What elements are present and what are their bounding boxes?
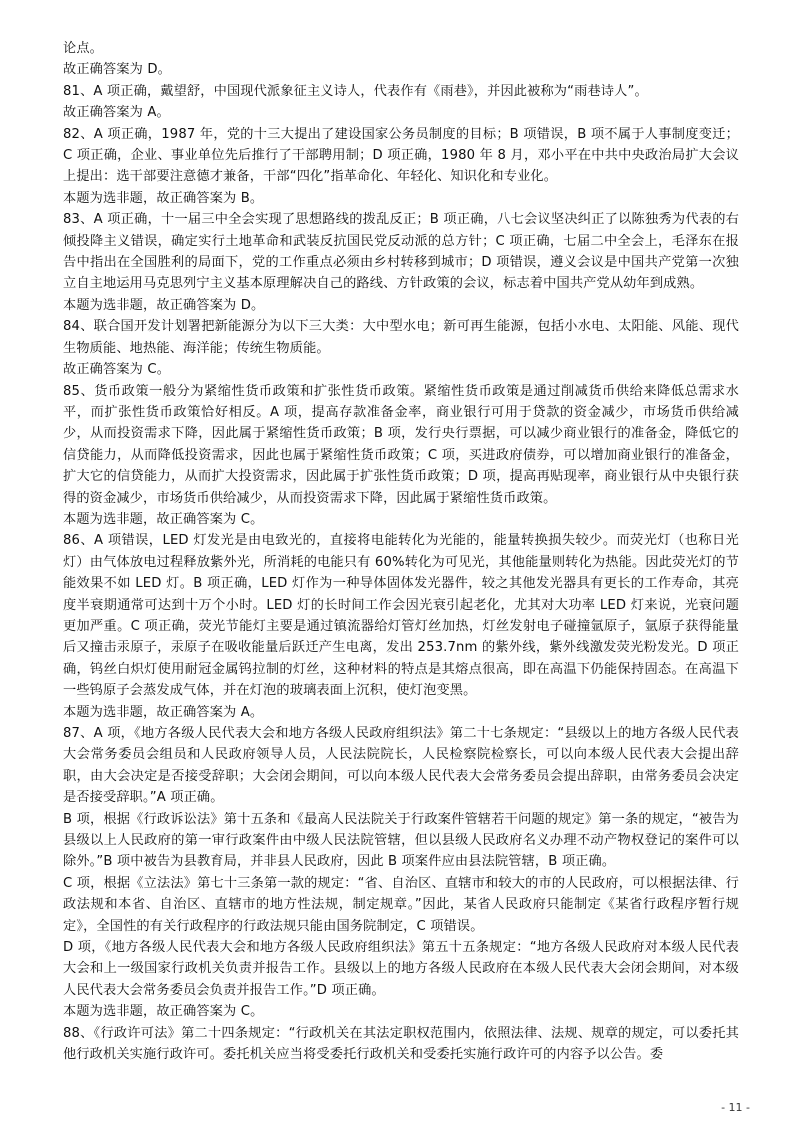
paragraph-q84: 84、联合国开发计划署把新能源分为以下三大类：大中型水电；新可再生能源，包括小水电、太阳能、风能、现代生物质能、地热能、海洋能；传统生物质能。 — [63, 319, 739, 356]
paragraph-q85: 85、货币政策一般分为紧缩性货币政策和扩张性货币政策。紧缩性货币政策是通过削减货币供给来降低总需求水平，而扩张性货币政策恰好相反。A 项，提高存款准备金率，商业银行可用于贷款的资金减少，市场货币供给减少，从而投资需求下降，因此属于紧缩性货币政策；B 项，发行央行票据，可以减少商业银行的准备金，降低它的信贷能力，从而降低投资需求，因此也属于紧缩性货币政策；C 项，买进政府债券，可以增加商业银行的准备金，扩大它的信贷能力，从而扩大投资需求，因此属于扩张性货币政策；D 项，提高再贴现率，商业银行从中央银行获得的资金减少，市场货币供给减少，从而投资需求下降，因此属于紧缩性货币政策。 — [63, 383, 739, 506]
paragraph-q81: 81、A 项正确，戴望舒，中国现代派象征主义诗人，代表作有《雨巷》，并因此被称为“雨巷诗人”。 — [63, 83, 648, 99]
paragraph-q88: 88、《行政许可法》第二十四条规定：“行政机关在其法定职权范围内，依照法律、法规、规章的规定，可以委托其他行政机关实施行政许可。委托机关应当将受委托行政机关和受委托实施行政许可的内容予以公告。委 — [63, 1025, 739, 1063]
paragraph-q82: 82、A 项正确，1987 年，党的十三大提出了建设国家公务员制度的目标；B 项错误，B 项不属于人事制度变迁；C 项正确，企业、事业单位先后推行了干部聘用制；D 项正确，1980 年 8 月，邓小平在中共中央政治局扩大会议上提出：选干部要注意德才兼备，干部“四化”指革命化、年轻化、知识化和专业化。 — [63, 126, 739, 185]
answer-line: 故正确答案为 D。 — [63, 62, 172, 78]
paragraph-q87-c: C 项，根据《立法法》第七十三条第一款的规定：“省、自治区、直辖市和较大的市的人民政府，可以根据法律、行政法规和本省、自治区、直辖市的地方性法规，制定规章。”因此，某省人民政府只能制定《某省行政程序暂行规定》，全国性的有关行政程序的行政法规只能由国务院制定，C 项错误。 — [63, 875, 739, 934]
paragraph-q87-b: B 项，根据《行政诉讼法》第十五条和《最高人民法院关于行政案件管辖若干问题的规定》第一条的规定，“被告为县级以上人民政府的第一审行政案件由中级人民法院管辖，但以县级人民政府名义办理不动产物权登记的案件可以除外。”B 项中被告为县教育局，并非县人民政府，因此 B 项案件应由县法院管辖，B 项正确。 — [63, 811, 739, 870]
paragraph: 论点。 — [63, 41, 104, 56]
page-number: - 11 - — [721, 1101, 750, 1114]
answer-line: 故正确答案为 A。 — [63, 105, 170, 121]
paragraph-q86: 86、A 项错误，LED 灯发光是由电致光的，直接将电能转化为光能的，能量转换损失较少。而荧光灯（也称日光灯）由气体放电过程释放紫外光，所消耗的电能只有 60%转化为可见光，其他能量则转化为热能。因此荧光灯的节能效果不如 LED 灯。B 项正确，LED 灯作为一种导体固体发光器件，较之其他发光器具有更长的工作寿命，其亮度半衰期通常可达到十万个小时。LED 灯的长时间工作会因光衰引起老化，尤其对大功率 LED 灯来说，光衰问题更加严重。C 项正确，荧光节能灯主要是通过镇流器给灯管灯丝加热，灯丝发射电子碰撞氩原子，氩原子获得能量后又撞击汞原子，汞原子在吸收能量后跃迁产生电离，发出 253.7nm 的紫外线，紫外线激发荧光粉发光。D 项正确，钨丝白炽灯使用耐冠金属钨拉制的灯丝，这种材料的特点是其熔点很高，即在高温下仍能保持固态。在高温下一些钨原子会蒸发成气体，并在灯泡的玻璃表面上沉积，使灯泡变黑。 — [63, 533, 739, 699]
document-body — [63, 38, 739, 1066]
paragraph-q87-d: D 项，《地方各级人民代表大会和地方各级人民政府组织法》第五十五条规定：“地方各级人民政府对本级人民代表大会和上一级国家行政机关负责并报告工作。县级以上的地方各级人民政府在本级人民代表大会闭会期间，对本级人民代表大会常务委员会负责并报告工作。”D 项正确。 — [63, 940, 739, 998]
answer-line: 本题为选非题，故正确答案为 A。 — [63, 704, 264, 720]
answer-line: 本题为选非题，故正确答案为 C。 — [63, 511, 264, 527]
answer-line: 本题为选非题，故正确答案为 B。 — [63, 190, 264, 206]
answer-line: 本题为选非题，故正确答案为 C。 — [63, 1004, 264, 1020]
answer-line: 故正确答案为 C。 — [63, 362, 171, 378]
answer-line: 本题为选非题，故正确答案为 D。 — [63, 297, 265, 313]
paragraph-q87-a: 87、A 项，《地方各级人民代表大会和地方各级人民政府组织法》第二十七条规定：“县级以上的地方各级人民代表大会常务委员会组员和人民政府领导人员，人民法院院长，人民检察院检察长，可以向本级人民代表大会提出辞职，由大会决定是否接受辞职；大会闭会期间，可以向本级人民代表大会常务委员会提出辞职，由常务委员会决定是否接受辞职。”A 项正确。 — [63, 726, 739, 806]
paragraph-q83: 83、A 项正确，十一届三中全会实现了思想路线的拨乱反正；B 项正确，八七会议坚决纠正了以陈独秀为代表的右倾投降主义错误，确定实行土地革命和武装反抗国民党反动派的总方针；C 项正确，七届二中全会上，毛泽东在报告中指出在全国胜利的局面下，党的工作重点必须由乡村转移到城市；D 项错误，遵义会议是中国共产党第一次独立自主地运用马克思列宁主义基本原理解决自己的路线、方针政策的会议，标志着中国共产党从幼年到成熟。 — [63, 212, 739, 292]
